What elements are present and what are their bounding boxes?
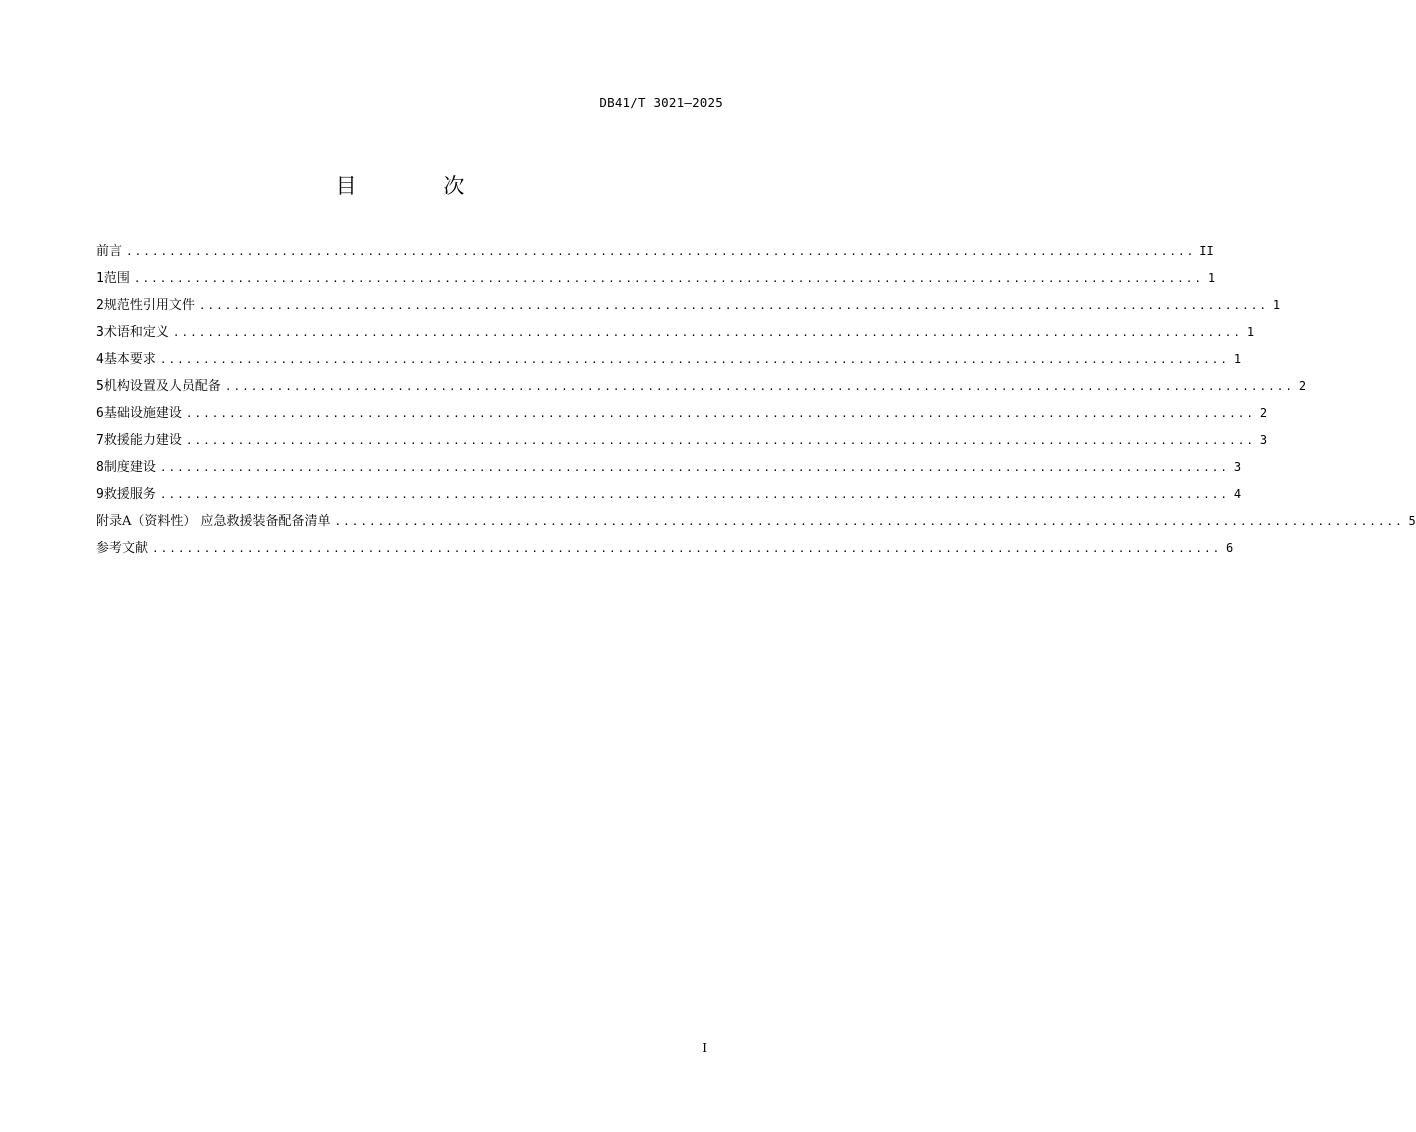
toc-entry-page: II xyxy=(1199,244,1214,258)
toc-entry-basic-requirements[interactable] xyxy=(96,348,1242,375)
toc-leader-dots: ............................................................................................................................ xyxy=(172,326,1243,339)
page-number: I xyxy=(702,1041,707,1055)
toc-entry-normative-references[interactable] xyxy=(96,294,1281,321)
toc-entry-label: 附录A（资料性） 应急救援装备配备清单 xyxy=(96,514,331,529)
toc-entry-number: 1 xyxy=(96,271,104,286)
document-code: DB41/T 3021—2025 xyxy=(599,95,723,110)
toc-entry-page: 1 xyxy=(1246,325,1255,339)
toc-leader-dots: ............................................................................................................................ xyxy=(159,488,1230,501)
toc-entry-number: 4 xyxy=(96,352,104,367)
toc-entry-page: 1 xyxy=(1233,352,1242,366)
toc-entry-page: 3 xyxy=(1259,433,1268,447)
toc-entry-infrastructure[interactable] xyxy=(96,402,1268,429)
toc-leader-dots: ............................................................................................................................ xyxy=(152,542,1222,555)
toc-entry-page: 6 xyxy=(1225,541,1234,555)
toc-entry-label: 基础设施建设 xyxy=(103,406,182,421)
toc-entry-appendix-a[interactable] xyxy=(96,510,1416,537)
table-of-contents xyxy=(96,240,1416,564)
toc-entry-number: 2 xyxy=(96,298,104,313)
toc-entry-page: 4 xyxy=(1233,487,1242,501)
toc-leader-dots: ............................................................................................................................ xyxy=(224,380,1295,393)
toc-entry-page: 2 xyxy=(1298,379,1307,393)
toc-leader-dots: ............................................................................................................................ xyxy=(159,461,1230,474)
toc-entry-number: 7 xyxy=(96,433,104,448)
toc-entry-rescue-services[interactable] xyxy=(96,483,1242,510)
toc-leader-dots: ............................................................................................................................ xyxy=(185,434,1256,447)
toc-entry-label: 救援服务 xyxy=(103,487,156,502)
toc-entry-terms-definitions[interactable] xyxy=(96,321,1255,348)
toc-entry-label: 基本要求 xyxy=(103,352,156,367)
toc-entry-organization-staffing[interactable] xyxy=(96,375,1307,402)
toc-entry-label: 术语和定义 xyxy=(103,325,169,340)
toc-entry-number: 3 xyxy=(96,325,104,340)
toc-entry-number: 8 xyxy=(96,460,104,475)
toc-entry-page: 5 xyxy=(1408,514,1416,528)
toc-entry-label: 参考文献 xyxy=(96,541,149,556)
toc-entry-number: 5 xyxy=(96,379,104,394)
toc-leader-dots: ............................................................................................................................ xyxy=(159,353,1230,366)
toc-entry-label: 前言 xyxy=(96,244,123,259)
toc-entry-label: 规范性引用文件 xyxy=(103,298,195,313)
toc-entry-page: 1 xyxy=(1272,298,1281,312)
toc-entry-system-construction[interactable] xyxy=(96,456,1242,483)
page-title: 目 次 xyxy=(335,174,505,198)
toc-leader-dots: ............................................................................................................................ xyxy=(126,245,1196,258)
toc-entry-label: 救援能力建设 xyxy=(103,433,182,448)
toc-entry-label: 范围 xyxy=(103,271,130,286)
toc-entry-page: 3 xyxy=(1233,460,1242,474)
toc-entry-rescue-capability[interactable] xyxy=(96,429,1268,456)
toc-entry-number: 9 xyxy=(96,487,104,502)
toc-entry-bibliography[interactable] xyxy=(96,537,1234,564)
toc-entry-page: 1 xyxy=(1207,271,1216,285)
toc-leader-dots: ............................................................................................................................ xyxy=(198,299,1269,312)
toc-leader-dots: ............................................................................................................................ xyxy=(133,272,1204,285)
toc-leader-dots: ............................................................................................................................ xyxy=(185,407,1256,420)
toc-entry-scope[interactable] xyxy=(96,267,1216,294)
toc-entry-page: 2 xyxy=(1259,406,1268,420)
toc-entry-foreword[interactable] xyxy=(96,240,1214,267)
toc-entry-label: 制度建设 xyxy=(103,460,156,475)
toc-entry-number: 6 xyxy=(96,406,104,421)
toc-entry-label: 机构设置及人员配备 xyxy=(103,379,221,394)
toc-leader-dots: ............................................................................................................................ xyxy=(334,515,1404,528)
